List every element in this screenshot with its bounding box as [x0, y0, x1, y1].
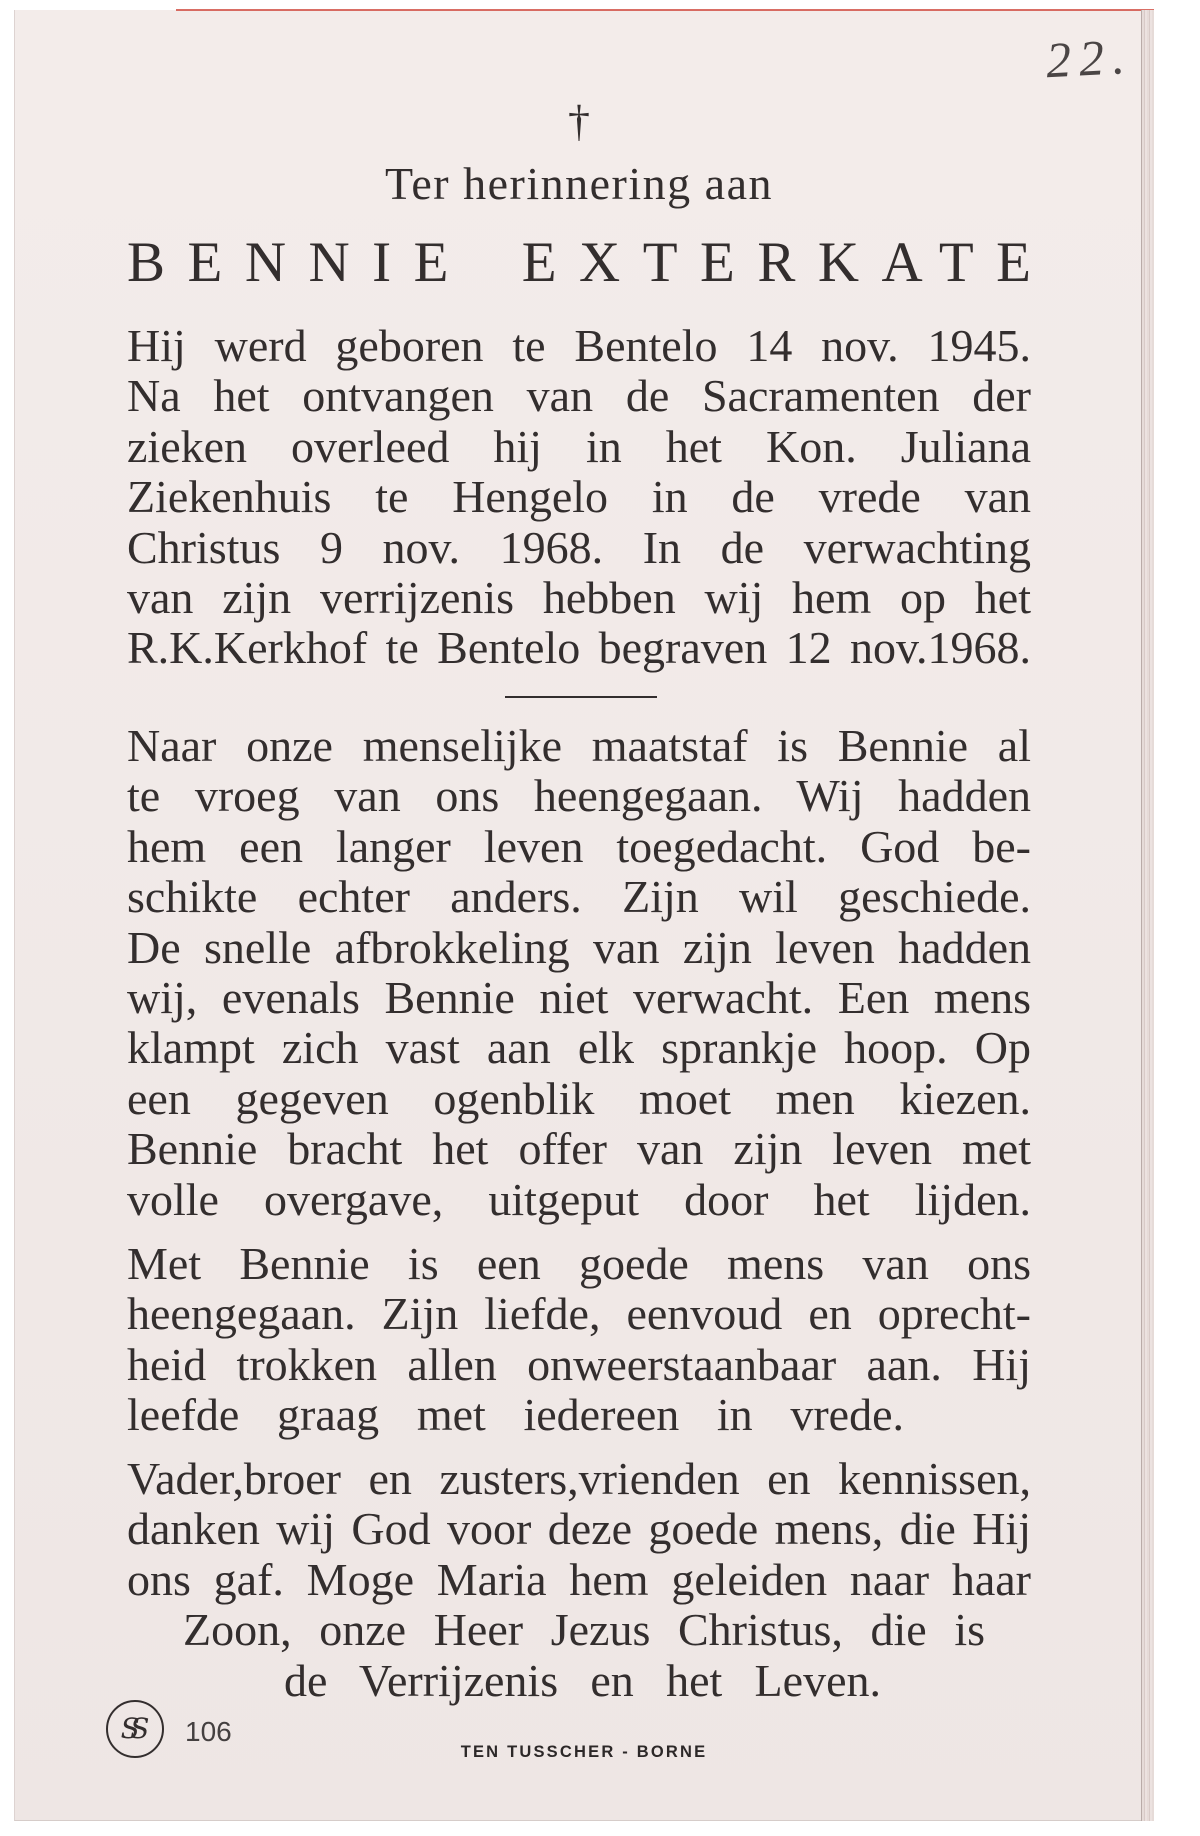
publisher-logo-icon: [106, 1700, 164, 1758]
card-right-edge: [1141, 10, 1154, 1821]
text-line: Hij werd geboren te Bentelo 14 nov. 1945.: [127, 320, 1031, 371]
text-line: De snelle afbrokkeling van zijn leven hadden: [127, 921, 1031, 973]
text-line: Met Bennie is een goede mens van ons: [127, 1238, 1031, 1289]
text-line: hem een langer leven toegedacht. God be-: [127, 820, 1031, 872]
deceased-name: BENNIE EXTERKATE: [127, 231, 1054, 294]
text-line: Vader,broer en zusters,vrienden en kennissen,: [127, 1453, 1031, 1504]
text-line: te vroeg van ons heengegaan. Wij hadden: [127, 770, 1031, 822]
paragraph-thanks-and-prayer: [127, 1454, 1031, 1706]
text-line: klampt zich vast aan elk sprankje hoop. Op: [127, 1022, 1031, 1074]
text-line: de Verrijzenis en het Leven.: [284, 1654, 881, 1706]
text-line: leefde graag met iedereen in vrede.: [127, 1389, 904, 1441]
text-line: Ziekenhuis te Hengelo in de vrede van: [127, 471, 1031, 523]
text-line: Na het ontvangen van de Sacramenten der: [127, 370, 1031, 422]
text-line: heengegaan. Zijn liefde, eenvoud en oprecht-: [127, 1288, 1031, 1340]
text-line: Naar onze menselijke maatstaf is Bennie al: [127, 720, 1031, 771]
paragraph-character: [127, 1239, 1031, 1441]
text-line: Zoon, onze Heer Jezus Christus, die is: [183, 1604, 985, 1656]
card-top-edge-line: [176, 9, 1154, 11]
printer-imprint: TEN TUSSCHER - BORNE: [460, 1743, 708, 1761]
handwritten-number: 22.: [1044, 27, 1134, 89]
paragraph-birth-and-burial: [127, 321, 1031, 674]
cross-icon: †: [568, 97, 590, 146]
text-line: R.K.Kerkhof te Bentelo begraven 12 nov.1968.: [127, 622, 1031, 674]
text-line: ons gaf. Moge Maria hem geleiden naar haar: [127, 1553, 1031, 1605]
divider-rule: [505, 696, 657, 698]
text-line: wij, evenals Bennie niet verwacht. Een mens: [127, 971, 1031, 1023]
text-line: volle overgave, uitgeput door het lijden.: [127, 1173, 1031, 1225]
paragraph-reflection: [127, 721, 1031, 1225]
text-line: heid trokken allen onweerstaanbaar aan. Hij: [127, 1338, 1031, 1390]
intro-text: Ter herinnering aan: [385, 158, 773, 209]
memorial-card: [14, 10, 1153, 1821]
card-number: 106: [185, 1716, 232, 1747]
text-line: schikte echter anders. Zijn wil geschiede.: [127, 871, 1031, 923]
text-line: zieken overleed hij in het Kon. Juliana: [127, 420, 1031, 472]
text-line: Christus 9 nov. 1968. In de verwachting: [127, 521, 1031, 573]
text-line: Bennie bracht het offer van zijn leven met: [127, 1123, 1031, 1175]
text-line: een gegeven ogenblik moet men kiezen.: [127, 1072, 1031, 1124]
logo-monogram: SS: [120, 1712, 141, 1745]
text-line: van zijn verrijzenis hebben wij hem op het: [127, 571, 1031, 623]
text-line: danken wij God voor deze goede mens, die Hij: [127, 1503, 1031, 1555]
